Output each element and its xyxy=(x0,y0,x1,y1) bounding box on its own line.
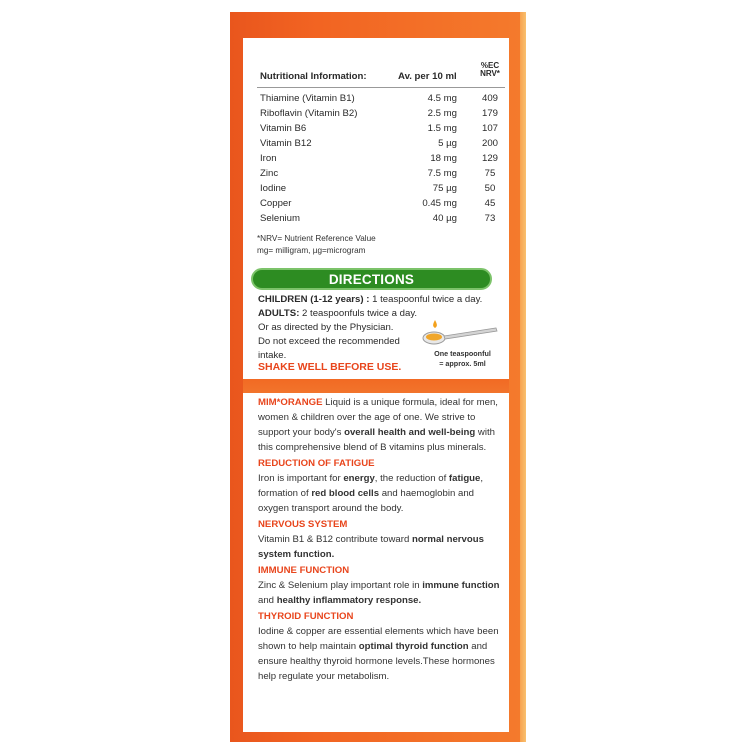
nutrition-row xyxy=(260,183,505,198)
nutrition-row xyxy=(260,213,505,228)
nutrient-name: Selenium xyxy=(260,213,300,224)
nutrient-amount: 18 mg xyxy=(430,153,457,164)
nutrient-amount: 4.5 mg xyxy=(427,93,457,104)
brand-name: MIM*ORANGE xyxy=(258,397,323,408)
nrv-footnote: *NRV= Nutrient Reference Value xyxy=(257,234,376,243)
nutrition-header-per: Av. per 10 ml xyxy=(398,71,457,82)
nutrient-nrv: 409 xyxy=(481,93,498,104)
exceed-note: Do not exceed the recommended xyxy=(258,336,400,347)
spoon-caption: One teaspoonful = approx. 5ml xyxy=(434,349,491,368)
nutrient-nrv: 50 xyxy=(484,183,496,194)
directions-title: DIRECTIONS xyxy=(328,272,415,287)
nutrition-row xyxy=(260,138,505,153)
nutrition-row xyxy=(260,153,505,168)
nutrient-name: Iron xyxy=(260,153,277,164)
shake-warning: SHAKE WELL BEFORE USE. xyxy=(258,361,402,373)
nutrient-name: Thiamine (Vitamin B1) xyxy=(260,93,355,104)
nutrient-name: Iodine xyxy=(260,183,287,194)
nervous-heading: NERVOUS SYSTEM xyxy=(258,519,348,530)
nutrition-table xyxy=(243,38,509,265)
nutrition-row xyxy=(260,93,505,108)
thyroid-paragraph: Iodine & copper are essential elements which have been shown to help maintain optimal thyroid function and ensure healthy thyroid hormone levels.These hormones help regulate your metabolism. xyxy=(258,626,499,682)
nutrition-header-nrv: %EC NRV* xyxy=(480,61,500,78)
immune-heading: IMMUNE FUNCTION xyxy=(258,565,350,576)
nutrient-name: Riboflavin (Vitamin B2) xyxy=(260,108,358,119)
nutrient-amount: 1.5 mg xyxy=(427,123,457,134)
children-dose: 1 teaspoonful twice a day. xyxy=(369,294,483,305)
adults-label: ADULTS: xyxy=(258,308,300,319)
children-label: CHILDREN (1-12 years) : xyxy=(258,294,370,305)
nutrition-divider xyxy=(257,87,505,88)
nutrient-nrv: 73 xyxy=(484,213,496,224)
physician-note: Or as directed by the Physician. xyxy=(258,322,394,333)
nutrition-footnote xyxy=(257,233,376,257)
immune-paragraph: Zinc & Selenium play important role in immune function and healthy inflammatory response. xyxy=(258,580,500,606)
intro-paragraph: MIM*ORANGE Liquid is a unique formula, ideal for men, women & children over the age of one. We strive to support your body's overall health and well-being with this comprehensive blend of B vitamins plus minerals. xyxy=(258,397,498,453)
nutrient-name: Vitamin B6 xyxy=(260,123,307,134)
fatigue-paragraph: Iron is important for energy, the reduction of fatigue, formation of red blood cells and haemoglobin and oxygen transport around the body. xyxy=(258,473,484,514)
nutrient-nrv: 179 xyxy=(481,108,498,119)
directions-banner xyxy=(251,268,492,290)
nutrition-header-label: Nutritional Information: xyxy=(260,71,367,82)
nutrient-name: Zinc xyxy=(260,168,279,179)
nutrient-nrv: 45 xyxy=(484,198,496,209)
nutrition-row xyxy=(260,108,505,123)
nutrient-amount: 40 µg xyxy=(432,213,457,224)
adults-dose: 2 teaspoonfuls twice a day. xyxy=(299,308,418,319)
exceed-note-cont: intake. xyxy=(258,350,287,361)
fatigue-heading: REDUCTION OF FATIGUE xyxy=(258,458,375,469)
nutrition-row xyxy=(260,198,505,213)
package-side-edge xyxy=(520,12,526,742)
nutrient-amount: 7.5 mg xyxy=(427,168,457,179)
nutrient-name: Vitamin B12 xyxy=(260,138,312,149)
units-footnote: mg= milligram, µg=microgram xyxy=(257,246,366,255)
nutrient-nrv: 200 xyxy=(481,138,498,149)
nervous-paragraph: Vitamin B1 & B12 contribute toward normal nervous system function. xyxy=(258,534,484,560)
nutrition-row xyxy=(260,123,505,138)
thyroid-heading: THYROID FUNCTION xyxy=(258,611,354,622)
nutrient-name: Copper xyxy=(260,198,292,209)
nutrient-nrv: 75 xyxy=(484,168,496,179)
nutrient-amount: 2.5 mg xyxy=(427,108,457,119)
nutrient-amount: 5 µg xyxy=(438,138,457,149)
nutrition-row xyxy=(260,168,505,183)
product-description xyxy=(258,395,503,684)
nutrient-amount: 75 µg xyxy=(432,183,457,194)
nutrition-rows xyxy=(260,93,505,228)
nutrient-amount: 0.45 mg xyxy=(422,198,457,209)
nutrient-nrv: 107 xyxy=(481,123,498,134)
nutrient-nrv: 129 xyxy=(481,153,498,164)
orange-separator xyxy=(243,379,509,393)
teaspoon-icon xyxy=(420,318,500,348)
